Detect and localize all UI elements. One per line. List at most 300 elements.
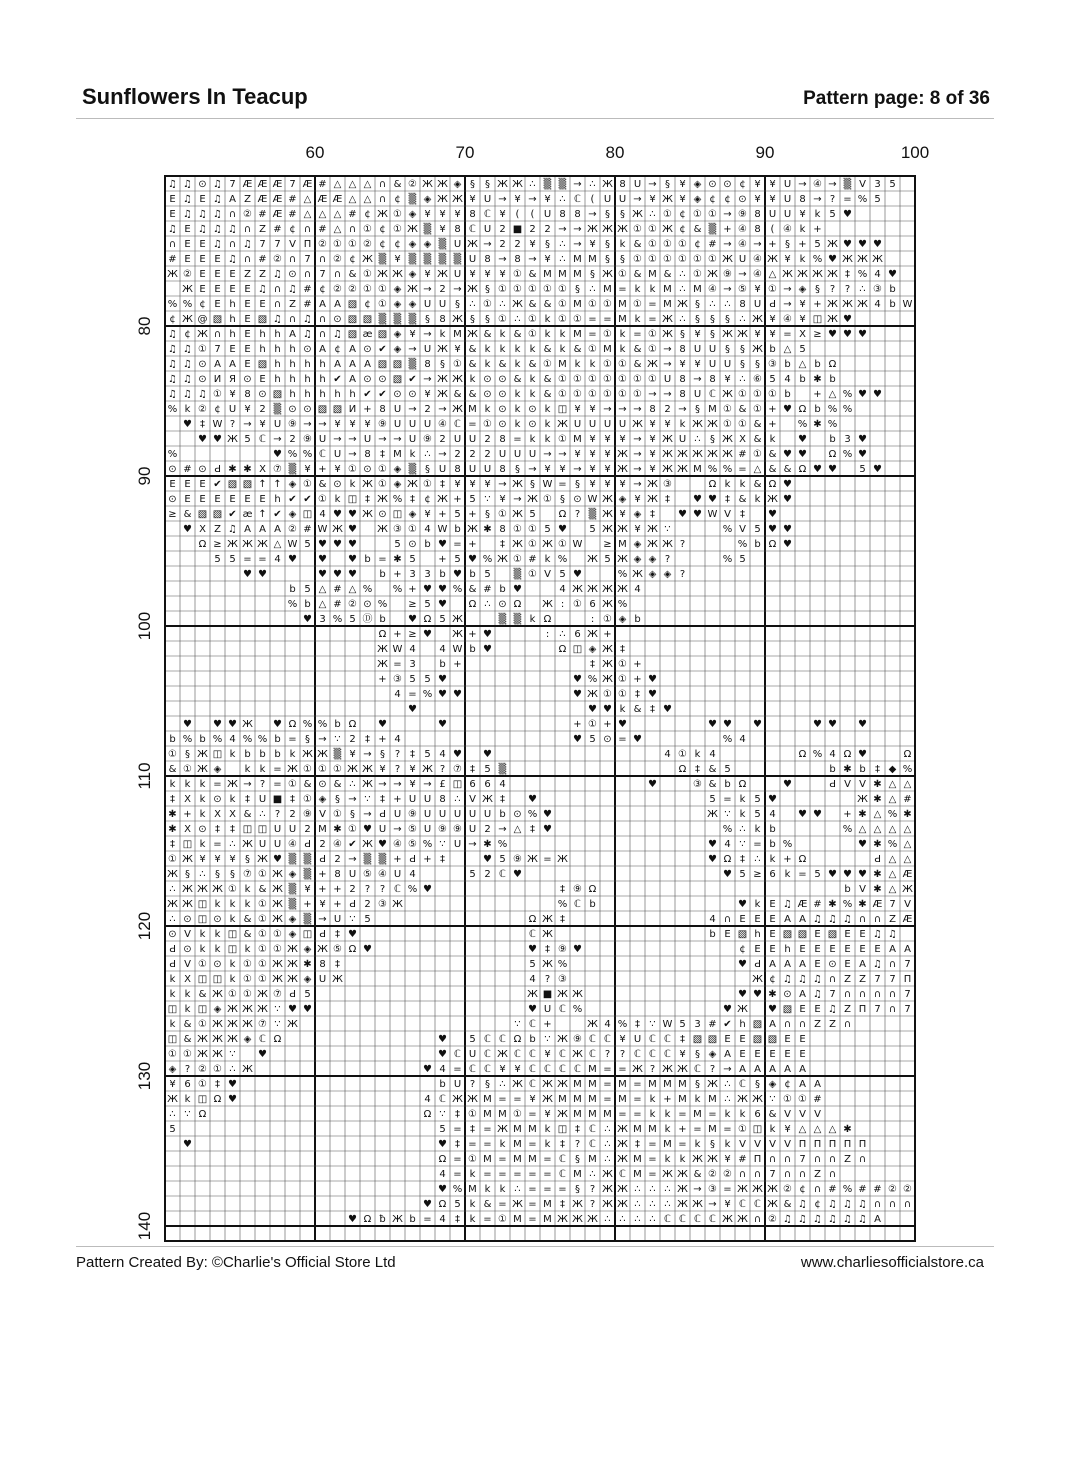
- stitch-symbol: ∩: [273, 284, 282, 295]
- stitch-symbol: ①: [618, 389, 627, 400]
- stitch-symbol: ②: [723, 1169, 732, 1180]
- stitch-symbol: ①: [513, 284, 522, 295]
- stitch-symbol: U: [468, 254, 477, 265]
- stitch-symbol: Ԁ: [319, 929, 326, 940]
- stitch-symbol: +: [378, 674, 387, 685]
- stitch-symbol: ‡: [380, 449, 385, 460]
- stitch-symbol: ‡: [245, 794, 250, 805]
- stitch-symbol: W: [392, 644, 403, 655]
- stitch-symbol: §: [665, 179, 670, 190]
- stitch-symbol: ▒: [438, 239, 447, 250]
- stitch-symbol: %: [887, 809, 898, 820]
- stitch-symbol: §: [575, 479, 580, 490]
- stitch-symbol: =: [618, 1064, 627, 1075]
- stitch-symbol: ¥: [244, 404, 251, 415]
- stitch-symbol: ♥: [693, 494, 702, 505]
- stitch-symbol: =: [483, 1124, 492, 1135]
- stitch-symbol: Ж: [272, 914, 283, 925]
- stitch-symbol: ♥: [453, 689, 462, 700]
- stitch-symbol: ♥: [183, 719, 192, 730]
- stitch-symbol: 8: [709, 374, 716, 385]
- stitch-symbol: %: [737, 539, 748, 550]
- stitch-symbol: ƀ: [379, 1214, 386, 1225]
- stitch-symbol: ∴: [169, 914, 176, 925]
- stitch-symbol: ✔: [303, 494, 312, 505]
- stitch-symbol: M: [708, 1094, 717, 1105]
- stitch-symbol: ⊙: [483, 374, 492, 385]
- stitch-symbol: ♥: [738, 899, 747, 910]
- stitch-symbol: ∴: [499, 299, 506, 310]
- stitch-symbol: b: [709, 929, 716, 940]
- stitch-symbol: k: [739, 479, 746, 490]
- stitch-symbol: ①: [393, 224, 402, 235]
- stitch-symbol: 5: [484, 764, 491, 775]
- stitch-symbol: ℂ: [559, 1169, 566, 1180]
- stitch-symbol: →: [663, 359, 672, 370]
- stitch-symbol: +: [678, 1124, 687, 1135]
- stitch-symbol: ∴: [484, 599, 491, 610]
- stitch-symbol: →: [558, 224, 567, 235]
- stitch-symbol: +: [768, 404, 777, 415]
- stitch-symbol: 5: [529, 509, 536, 520]
- stitch-symbol: §: [485, 179, 490, 190]
- stitch-symbol: 5: [889, 179, 896, 190]
- stitch-symbol: M: [693, 464, 702, 475]
- stitch-symbol: ◈: [708, 1049, 717, 1060]
- stitch-symbol: +: [783, 854, 792, 865]
- stitch-symbol: %: [842, 899, 853, 910]
- stitch-symbol: Ж: [317, 944, 328, 955]
- stitch-symbol: ¥: [694, 359, 701, 370]
- stitch-symbol: ①: [633, 254, 642, 265]
- stitch-symbol: Ж: [602, 644, 613, 655]
- stitch-symbol: ≥: [408, 599, 417, 610]
- stitch-symbol: ¥: [304, 884, 311, 895]
- stitch-symbol: #: [168, 254, 177, 265]
- stitch-symbol: ℂ: [499, 869, 506, 880]
- stitch-symbol: §: [740, 359, 745, 370]
- stitch-symbol: ⊙: [483, 389, 492, 400]
- stitch-symbol: ¥: [619, 434, 626, 445]
- stitch-symbol: ?: [364, 884, 371, 895]
- stitch-symbol: U: [693, 344, 702, 355]
- stitch-symbol: 8: [514, 254, 521, 265]
- stitch-symbol: U: [273, 824, 282, 835]
- stitch-symbol: 5: [484, 569, 491, 580]
- stitch-symbol: V: [739, 524, 746, 535]
- stitch-symbol: ‡: [560, 884, 565, 895]
- stitch-symbol: ∩: [348, 224, 357, 235]
- stitch-symbol: Ж: [692, 419, 703, 430]
- stitch-symbol: ¥: [769, 179, 776, 190]
- stitch-symbol: M: [513, 1139, 522, 1150]
- stitch-symbol: →: [378, 434, 387, 445]
- stitch-symbol: ♫: [873, 929, 882, 940]
- stitch-symbol: Ж: [542, 1094, 553, 1105]
- stitch-symbol: ▧: [272, 389, 283, 400]
- stitch-symbol: ♫: [228, 224, 237, 235]
- stitch-symbol: Ж: [662, 434, 673, 445]
- stitch-symbol: ♥: [408, 614, 417, 625]
- stitch-symbol: ♥: [783, 479, 792, 490]
- stitch-symbol: Æ: [332, 194, 343, 205]
- stitch-symbol: ¥: [619, 509, 626, 520]
- stitch-symbol: &: [333, 779, 342, 790]
- stitch-symbol: b: [829, 374, 836, 385]
- stitch-symbol: ①: [198, 959, 207, 970]
- stitch-symbol: ▧: [392, 374, 403, 385]
- stitch-symbol: ♥: [288, 554, 297, 565]
- stitch-symbol: E: [199, 479, 206, 490]
- stitch-symbol: ∩: [783, 1154, 792, 1165]
- stitch-symbol: ∩: [813, 1154, 822, 1165]
- stitch-symbol: ℂ: [664, 1034, 671, 1045]
- column-number: 90: [755, 143, 775, 162]
- stitch-symbol: %: [842, 824, 853, 835]
- stitch-symbol: =: [453, 1154, 462, 1165]
- stitch-symbol: ⑤: [738, 284, 747, 295]
- stitch-symbol: ∩: [168, 239, 177, 250]
- stitch-symbol: Я: [229, 374, 236, 385]
- stitch-symbol: ∩: [843, 1019, 852, 1030]
- stitch-symbol: ‡: [365, 494, 370, 505]
- stitch-symbol: △: [513, 824, 522, 835]
- stitch-symbol: E: [844, 929, 851, 940]
- stitch-symbol: k: [469, 1214, 476, 1225]
- stitch-symbol: ♥: [348, 929, 357, 940]
- stitch-symbol: &: [453, 389, 462, 400]
- stitch-symbol: §: [695, 1049, 700, 1060]
- stitch-symbol: E: [754, 1049, 761, 1060]
- stitch-symbol: +: [798, 239, 807, 250]
- stitch-symbol: 8: [334, 869, 341, 880]
- stitch-symbol: ∩: [228, 209, 237, 220]
- column-number: 80: [605, 143, 625, 162]
- stitch-symbol: E: [244, 494, 251, 505]
- stitch-symbol: ♥: [618, 719, 627, 730]
- stitch-symbol: +: [378, 734, 387, 745]
- stitch-symbol: 2: [529, 224, 536, 235]
- stitch-symbol: →: [498, 824, 507, 835]
- stitch-symbol: h: [319, 374, 326, 385]
- stitch-symbol: ∴: [754, 854, 761, 865]
- stitch-symbol: ⊙: [288, 404, 297, 415]
- stitch-symbol: h: [289, 389, 296, 400]
- stitch-symbol: A: [889, 944, 896, 955]
- stitch-symbol: 5: [529, 959, 536, 970]
- stitch-symbol: 5: [454, 509, 461, 520]
- stitch-symbol: Ж: [722, 389, 733, 400]
- stitch-symbol: Ж: [497, 1124, 508, 1135]
- stitch-symbol: ①: [618, 359, 627, 370]
- stitch-symbol: Ж: [752, 1184, 763, 1195]
- stitch-symbol: =: [603, 1094, 612, 1105]
- stitch-symbol: △: [903, 779, 912, 790]
- stitch-symbol: ‡: [680, 1034, 685, 1045]
- stitch-symbol: 5: [364, 914, 371, 925]
- stitch-symbol: ∴: [679, 284, 686, 295]
- stitch-symbol: ▧: [377, 359, 388, 370]
- stitch-symbol: k: [544, 1139, 551, 1150]
- stitch-symbol: ④: [738, 239, 747, 250]
- stitch-symbol: 2: [664, 404, 671, 415]
- stitch-symbol: V: [859, 884, 866, 895]
- stitch-symbol: Ж: [722, 254, 733, 265]
- stitch-symbol: =: [483, 1214, 492, 1225]
- stitch-symbol: =: [843, 194, 852, 205]
- stitch-symbol: ¥: [589, 449, 596, 460]
- stitch-symbol: ①: [528, 524, 537, 535]
- stitch-symbol: ⑦: [258, 1019, 267, 1030]
- row-number: 80: [135, 316, 154, 336]
- stitch-symbol: 8: [454, 464, 461, 475]
- stitch-symbol: ℂ: [484, 1064, 491, 1075]
- stitch-symbol: ♥: [333, 539, 342, 550]
- stitch-symbol: 7: [829, 989, 836, 1000]
- stitch-symbol: ✱: [843, 764, 852, 775]
- stitch-symbol: A: [289, 329, 296, 340]
- stitch-symbol: Æ: [272, 179, 283, 190]
- stitch-symbol: П: [858, 1139, 867, 1150]
- stitch-symbol: △: [348, 194, 357, 205]
- stitch-symbol: b: [454, 524, 461, 535]
- stitch-symbol: 5: [304, 989, 311, 1000]
- stitch-symbol: V: [859, 179, 866, 190]
- stitch-symbol: ▒: [558, 179, 567, 190]
- stitch-symbol: ①: [558, 374, 567, 385]
- stitch-symbol: ✱: [303, 959, 312, 970]
- stitch-symbol: M: [468, 1184, 477, 1195]
- stitch-symbol: k: [244, 764, 251, 775]
- stitch-symbol: M: [573, 1169, 582, 1180]
- stitch-symbol: ∩: [903, 1199, 912, 1210]
- stitch-symbol: =: [513, 434, 522, 445]
- stitch-symbol: ▧: [257, 359, 268, 370]
- stitch-symbol: ⊙: [198, 374, 207, 385]
- stitch-symbol: 4: [439, 749, 446, 760]
- stitch-symbol: k: [199, 944, 206, 955]
- stitch-symbol: ∩: [318, 314, 327, 325]
- stitch-symbol: △: [333, 209, 342, 220]
- stitch-symbol: ④: [753, 269, 762, 280]
- stitch-symbol: b: [169, 734, 176, 745]
- stitch-symbol: ♥: [573, 674, 582, 685]
- stitch-symbol: ⊙: [738, 194, 747, 205]
- stitch-symbol: E: [244, 359, 251, 370]
- stitch-symbol: Ж: [677, 449, 688, 460]
- stitch-symbol: 8: [499, 434, 506, 445]
- stitch-symbol: 4: [874, 299, 881, 310]
- stitch-symbol: Ж: [632, 1064, 643, 1075]
- stitch-symbol: M: [618, 299, 627, 310]
- stitch-symbol: Z: [244, 194, 251, 205]
- stitch-symbol: ♥: [843, 209, 852, 220]
- stitch-symbol: M: [678, 1094, 687, 1105]
- stitch-symbol: △: [333, 179, 342, 190]
- stitch-symbol: ∴: [664, 1184, 671, 1195]
- stitch-symbol: ∴: [649, 1199, 656, 1210]
- stitch-symbol: ≥: [753, 869, 762, 880]
- stitch-symbol: ①: [573, 374, 582, 385]
- stitch-symbol: =: [633, 1109, 642, 1120]
- stitch-symbol: k: [499, 329, 506, 340]
- stitch-symbol: →: [528, 194, 537, 205]
- stitch-symbol: 2: [289, 809, 296, 820]
- store-url[interactable]: www.charliesofficialstore.ca: [800, 1254, 984, 1271]
- stitch-symbol: ♥: [438, 1184, 447, 1195]
- stitch-symbol: ⑤: [408, 824, 417, 835]
- stitch-symbol: h: [754, 929, 761, 940]
- stitch-symbol: =: [213, 779, 222, 790]
- stitch-symbol: Ж: [182, 314, 193, 325]
- stitch-symbol: Ж: [827, 239, 838, 250]
- stitch-symbol: Ж: [557, 419, 568, 430]
- stitch-symbol: ℂ: [604, 1034, 611, 1045]
- stitch-symbol: U: [603, 194, 612, 205]
- stitch-symbol: k: [484, 404, 491, 415]
- stitch-symbol: Ж: [332, 974, 343, 985]
- stitch-symbol: ‡: [230, 824, 235, 835]
- stitch-symbol: b: [439, 1079, 446, 1090]
- stitch-symbol: Z: [829, 1019, 836, 1030]
- stitch-symbol: U: [618, 419, 627, 430]
- stitch-symbol: ¢: [814, 1199, 821, 1210]
- stitch-symbol: ∵: [334, 734, 341, 745]
- stitch-symbol: M: [603, 1109, 612, 1120]
- stitch-symbol: ♫: [858, 1199, 867, 1210]
- stitch-symbol: ‡: [455, 1109, 460, 1120]
- stitch-symbol: △: [888, 824, 897, 835]
- stitch-symbol: V: [859, 779, 866, 790]
- stitch-symbol: Ж: [707, 809, 718, 820]
- stitch-symbol: ◫: [182, 839, 193, 850]
- stitch-symbol: E: [754, 944, 761, 955]
- stitch-symbol: ▒: [378, 314, 387, 325]
- stitch-symbol: Ԁ: [874, 854, 881, 865]
- stitch-symbol: △: [828, 389, 837, 400]
- stitch-symbol: ♥: [783, 494, 792, 505]
- stitch-symbol: ②: [783, 1184, 792, 1195]
- stitch-symbol: ①: [693, 254, 702, 265]
- stitch-symbol: Ж: [257, 539, 268, 550]
- stitch-symbol: k: [784, 869, 791, 880]
- stitch-symbol: ♫: [213, 179, 222, 190]
- stitch-symbol: ‡: [335, 929, 340, 940]
- stitch-symbol: ✱: [813, 374, 822, 385]
- stitch-symbol: b: [439, 659, 446, 670]
- stitch-symbol: 3: [409, 569, 416, 580]
- stitch-symbol: h: [229, 299, 236, 310]
- stitch-symbol: П: [828, 1139, 837, 1150]
- stitch-symbol: &: [543, 299, 552, 310]
- stitch-symbol: ¥: [529, 239, 536, 250]
- stitch-symbol: 7: [874, 1004, 881, 1015]
- stitch-symbol: ‡: [335, 959, 340, 970]
- stitch-symbol: U: [513, 449, 522, 460]
- stitch-symbol: ‡: [545, 944, 550, 955]
- stitch-symbol: Ж: [242, 719, 253, 730]
- stitch-symbol: ¥: [679, 359, 686, 370]
- stitch-symbol: →: [333, 434, 342, 445]
- stitch-symbol: =: [648, 1169, 657, 1180]
- stitch-symbol: =: [558, 479, 567, 490]
- stitch-symbol: ℂ: [484, 1034, 491, 1045]
- stitch-symbol: ▒: [453, 254, 462, 265]
- stitch-symbol: ▧: [212, 314, 223, 325]
- stitch-symbol: △: [798, 359, 807, 370]
- stitch-symbol: ♥: [813, 809, 822, 820]
- stitch-symbol: ¥: [319, 899, 326, 910]
- stitch-symbol: Æ: [257, 194, 268, 205]
- stitch-symbol: W: [317, 524, 328, 535]
- stitch-symbol: ▧: [257, 314, 268, 325]
- stitch-symbol: ℂ: [694, 1064, 701, 1075]
- stitch-symbol: Ω: [543, 614, 552, 625]
- stitch-symbol: 2: [484, 449, 491, 460]
- stitch-symbol: &: [243, 914, 252, 925]
- stitch-symbol: △: [318, 599, 327, 610]
- stitch-symbol: ♥: [843, 239, 852, 250]
- stitch-symbol: #: [333, 584, 342, 595]
- stitch-symbol: Ж: [272, 959, 283, 970]
- stitch-symbol: ①: [648, 344, 657, 355]
- stitch-symbol: &: [183, 1034, 192, 1045]
- stitch-symbol: 6: [754, 1109, 761, 1120]
- stitch-symbol: E: [244, 284, 251, 295]
- stitch-symbol: Ω: [738, 779, 747, 790]
- stitch-symbol: ⑨: [303, 434, 312, 445]
- stitch-symbol: Æ: [272, 209, 283, 220]
- stitch-symbol: ▧: [347, 329, 358, 340]
- stitch-symbol: ♫: [843, 1199, 852, 1210]
- stitch-symbol: ℂ: [454, 1049, 461, 1060]
- stitch-symbol: ▧: [797, 929, 808, 940]
- stitch-symbol: ▧: [317, 404, 328, 415]
- stitch-symbol: M: [603, 344, 612, 355]
- stitch-symbol: &: [663, 269, 672, 280]
- stitch-symbol: 2: [514, 239, 521, 250]
- stitch-symbol: Ж: [212, 884, 223, 895]
- stitch-symbol: ¥: [409, 329, 416, 340]
- stitch-symbol: →: [783, 284, 792, 295]
- stitch-symbol: →: [498, 479, 507, 490]
- stitch-symbol: ♥: [753, 989, 762, 1000]
- stitch-symbol: 5: [424, 674, 431, 685]
- stitch-symbol: b: [409, 1214, 416, 1225]
- stitch-symbol: →: [318, 734, 327, 745]
- stitch-symbol: ①: [363, 224, 372, 235]
- stitch-symbol: =: [423, 1214, 432, 1225]
- stitch-symbol: ℂ: [559, 1154, 566, 1165]
- stitch-symbol: →: [663, 389, 672, 400]
- stitch-symbol: Ж: [662, 314, 673, 325]
- stitch-symbol: E: [214, 284, 221, 295]
- stitch-symbol: ♥: [423, 884, 432, 895]
- stitch-symbol: =: [483, 1139, 492, 1150]
- stitch-symbol: M: [708, 1124, 717, 1135]
- stitch-symbol: ✱: [873, 884, 882, 895]
- stitch-symbol: M: [558, 1094, 567, 1105]
- stitch-symbol: U: [468, 1049, 477, 1060]
- stitch-symbol: =: [528, 1184, 537, 1195]
- stitch-symbol: =: [618, 1109, 627, 1120]
- stitch-symbol: M: [678, 1079, 687, 1090]
- stitch-symbol: E: [799, 1034, 806, 1045]
- stitch-symbol: ?: [679, 569, 686, 580]
- stitch-symbol: ♥: [273, 719, 282, 730]
- stitch-symbol: 8: [739, 299, 746, 310]
- stitch-symbol: k: [484, 1184, 491, 1195]
